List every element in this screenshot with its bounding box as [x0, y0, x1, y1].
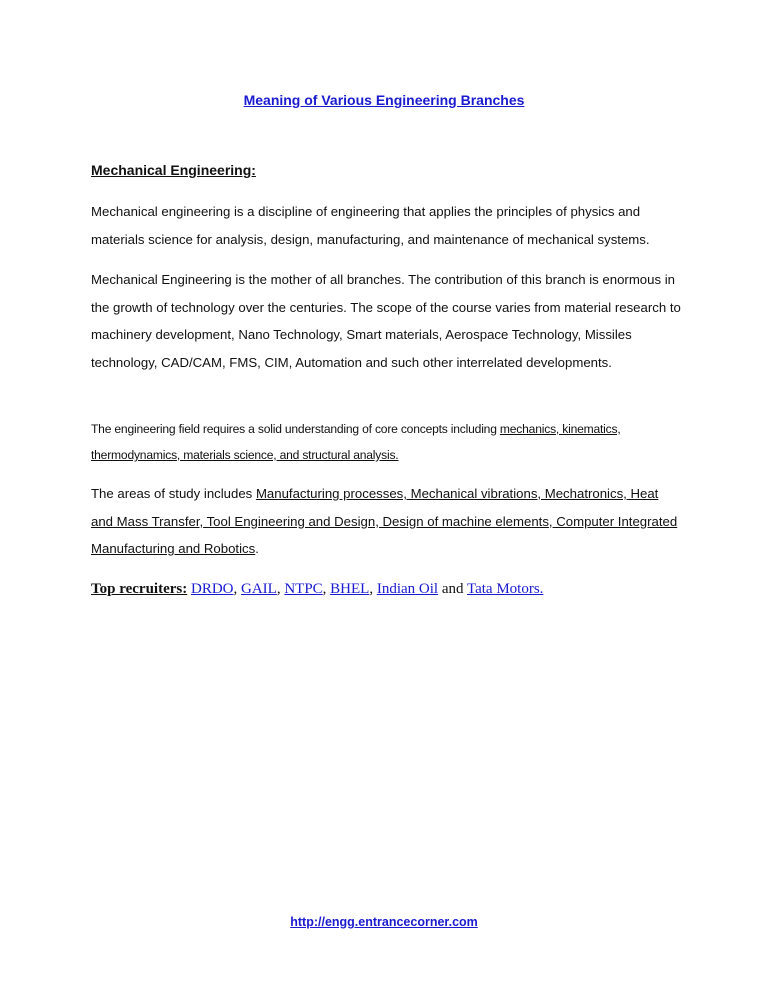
- paragraph-definition: Mechanical engineering is a discipline of engineering that applies the principles of physics and materials science for analysis, design, manufacturing, and maintenance of mechanical systems.: [91, 204, 650, 247]
- title-link[interactable]: Meaning of Various Engineering Branches: [243, 92, 525, 108]
- section-heading: Mechanical Engineering:: [91, 162, 256, 178]
- recruiter-link-gail[interactable]: GAIL: [241, 581, 277, 597]
- paragraph-core-concepts: [91, 416, 681, 468]
- recruiters-line: [91, 581, 543, 598]
- recruiter-link-indian-oil[interactable]: Indian Oil: [376, 581, 439, 597]
- core-concepts-list: mechanics, kinematics, thermodynamics, materials science, and structural analysis.: [91, 422, 621, 462]
- recruiters-label: Top recruiters:: [91, 581, 188, 597]
- areas-list: Manufacturing processes, Mechanical vibrations, Mechatronics, Heat and Mass Transfer, Tool Engineering and Design, Design of machine elements, Computer Integrated Manufacturing and Robotics: [91, 486, 678, 557]
- paragraph-areas-of-study: [91, 480, 681, 563]
- recruiter-link-ntpc[interactable]: NTPC: [284, 581, 323, 597]
- page-title: [0, 92, 768, 108]
- separator: ,: [233, 581, 241, 597]
- separator: ,: [369, 581, 377, 597]
- footer: [0, 915, 768, 929]
- separator-and: and: [438, 581, 467, 597]
- areas-end: .: [255, 541, 259, 557]
- paragraph-scope: Mechanical Engineering is the mother of all branches. The contribution of this branch is enormous in the growth of technology over the centuries. The scope of the course varies from material research to machinery development, Nano Technology, Smart materials, Aerospace Technology, Missiles technology, CAD/CAM, FMS, CIM, Automation and such other interrelated developments.: [91, 272, 681, 370]
- recruiter-link-drdo[interactable]: DRDO: [190, 581, 234, 597]
- recruiter-link-bhel[interactable]: BHEL: [330, 581, 370, 597]
- core-concepts-intro: The engineering field requires a solid understanding of core concepts including: [91, 422, 500, 436]
- separator: ,: [276, 581, 285, 597]
- areas-intro: The areas of study includes: [91, 486, 256, 501]
- separator: ,: [322, 581, 331, 597]
- footer-link[interactable]: http://engg.entrancecorner.com: [290, 915, 478, 929]
- recruiter-link-tata-motors[interactable]: Tata Motors.: [466, 581, 544, 597]
